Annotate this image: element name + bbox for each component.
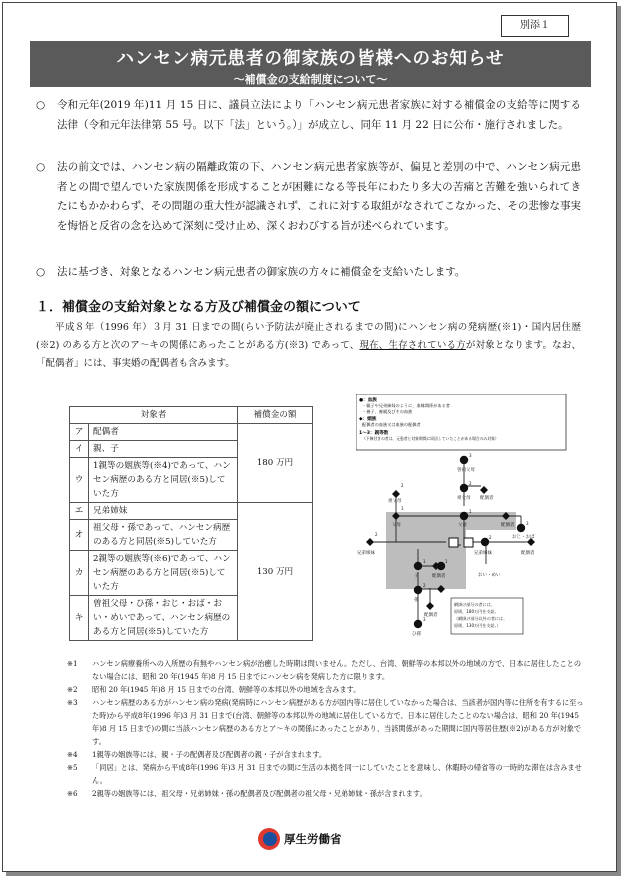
amount-180: 180 万円 — [238, 424, 313, 503]
footnote — [67, 683, 587, 696]
paragraph-3 — [36, 263, 581, 283]
amount-note-line: 網掛け部分の者には、 — [454, 602, 495, 607]
paragraph-text: 法に基づき、対象となるハンセン病元患者の御家族の方々に補償金を支給いたします。 — [57, 266, 466, 278]
node-label: 配偶者 — [480, 496, 494, 501]
svg-text:3: 3 — [526, 521, 529, 526]
paragraph-text: 令和元年(2019 年)11 月 15 日に、議員立法により「ハンセン病元患者家族に対する補償金の支給等に関する法律（令和元年法律第 55 号。以下「法」という。）」が成立し、同年 11 月 22 日に公布・施行されました。 — [57, 99, 581, 131]
row-key: オ — [70, 520, 89, 551]
table-header-subject: 対象者 — [70, 407, 238, 424]
paragraph-text: 法の前文では、ハンセン病の隔離政策の下、ハンセン病元患者家族等が、偏見と差別の中で、ハンセン病元患者との間で望んでいた家族関係を形成することが困難になる等長年にわたり多大の苦痛と苦難を強いられてきたにもかかわらず、その問題の重大性が認識されず、これに対する取組がなされてこなかった、その悲惨な事実を悔悟と反省の念を込めて深刻に受け止め、深くおわびする旨が述べられています。 — [57, 161, 581, 232]
attachment-tag: 別添１ — [501, 15, 569, 37]
svg-text:2: 2 — [375, 532, 378, 537]
row-key: キ — [70, 596, 89, 641]
legend-line: ◆：姻族 — [359, 417, 377, 422]
node-label: 父母 — [392, 523, 401, 528]
paragraph-1 — [36, 96, 581, 135]
footnote-text: 1親等の姻族等には、親・子の配偶者及び配偶者の親・子が含まれます。 — [92, 750, 327, 759]
intro-text: 平成８年（1996 年）３月 31 日までの間(らい予防法が廃止されるまでの間)にハンセン病の発病歴(※1)・国内居住歴(※2) のある方と次のア～キの関係にあったことがある方(※3) であって、 — [36, 322, 581, 351]
svg-text:2: 2 — [469, 481, 472, 486]
spouse-node — [464, 538, 473, 547]
paragraph-2 — [36, 158, 581, 236]
row-subject: 配偶者 — [89, 424, 238, 441]
node-label: 配偶者 — [432, 574, 446, 579]
node-label: 曽祖父母 — [457, 468, 475, 473]
footnote-mark: ※4 — [67, 750, 78, 759]
footnote-text: 2親等の姻族等には、祖父母・兄弟姉妹・孫の配偶者及び配偶者の祖父母・兄弟姉妹・孫が含まれます。 — [92, 789, 427, 798]
mhlw-logo-icon — [258, 828, 280, 850]
footnote — [67, 696, 587, 748]
svg-text:3: 3 — [469, 453, 472, 458]
footnote-text: 「同居」とは、発病から平成8年(1996 年)3 月 31 日までの間に生活の本拠を同一にしていたことを意味し、休暇時の帰省等の一時的な滞在は含みません。 — [92, 763, 582, 785]
row-key: イ — [70, 441, 89, 458]
row-key: ウ — [70, 458, 89, 503]
intro-paragraph — [36, 319, 581, 373]
table-row — [70, 503, 313, 520]
footnote — [67, 748, 587, 761]
node-label: 配偶者 — [501, 523, 515, 528]
svg-text:2: 2 — [423, 583, 426, 588]
row-subject: 祖父母・孫であって、ハンセン病歴のある方と同居(※5)していた方 — [89, 520, 238, 551]
intro-underlined-text: 現在、生存されている方 — [359, 340, 466, 351]
node-label: おじ・おば — [512, 535, 535, 540]
footnote-text: ハンセン病療養所への入所歴の有無やハンセン病が治癒した時期は問いません。ただし、台湾、朝鮮等の本邦以外の地域の方で、日本に居住したことのない場合には、昭和 20 年(1945 年)8 月 15 日までにハンセン病を発病した方に限ります。 — [92, 659, 582, 681]
footnote — [67, 761, 587, 787]
svg-text:1: 1 — [401, 506, 404, 511]
node-label: 祖父母 — [457, 496, 471, 501]
page-subtitle: ～補償金の支給制度について～ — [233, 73, 388, 86]
footnote-mark: ※5 — [67, 763, 78, 772]
svg-text:1: 1 — [423, 559, 426, 564]
family-relationship-diagram — [356, 394, 576, 652]
compensation-table — [69, 406, 313, 641]
ministry-name: 厚生労働省 — [284, 832, 342, 846]
row-subject: 親、子 — [89, 441, 238, 458]
svg-text:2: 2 — [489, 535, 492, 540]
bullet-mark: ○ — [36, 99, 46, 111]
footnote-mark: ※3 — [67, 698, 78, 707]
table-header-amount: 補償金の額 — [238, 407, 313, 424]
footnote-mark: ※6 — [67, 789, 78, 798]
row-key: エ — [70, 503, 89, 520]
svg-text:1: 1 — [445, 559, 448, 564]
footnotes — [67, 657, 587, 800]
node-label: 配偶者 — [521, 551, 535, 556]
footnote — [67, 657, 587, 683]
footnote-mark: ※1 — [67, 659, 78, 668]
node-label: 子 — [414, 574, 419, 579]
title-banner — [30, 41, 591, 87]
node-label: 兄弟姉妹 — [474, 551, 492, 556]
node-label: 父母 — [458, 523, 467, 528]
node-label: ひ孫 — [412, 632, 421, 637]
node-label: 祖父母 — [388, 499, 402, 504]
footnote — [67, 787, 587, 800]
patient-node — [449, 538, 458, 547]
row-subject: 曽祖父母・ひ孫・おじ・おば・おい・めいであって、ハンセン病歴のある方と同居(※5)していた方 — [89, 596, 238, 641]
node-label: 孫 — [414, 598, 419, 603]
node-label: 配偶者 — [424, 613, 438, 618]
legend-line: 配偶者の血族又は血族の配偶者 — [362, 422, 421, 427]
table-header-row — [70, 407, 313, 424]
amount-note-line: 原則、180万円を支給。 — [454, 609, 499, 614]
node-label: 兄弟姉妹 — [357, 551, 375, 556]
legend-line: 1～3：親等数 — [359, 431, 389, 436]
intro-text: が対象となります。なお、「配偶者」には、事実婚の配偶者も含みます。 — [36, 340, 581, 369]
svg-text:1: 1 — [469, 509, 472, 514]
footnote-mark: ※2 — [67, 685, 78, 694]
footnote-text: 昭和 20 年(1945 年)8 月 15 日までの台湾、朝鮮等の本邦以外の地域を含みます。 — [92, 685, 361, 694]
section-heading: １．補償金の支給対象となる方及び補償金の額について — [36, 300, 361, 315]
row-key: カ — [70, 551, 89, 596]
row-subject: 2親等の姻族等(※6)であって、ハンセン病歴のある方と同居(※5)していた方 — [89, 551, 238, 596]
ministry-logo — [258, 828, 342, 850]
page-title: ハンセン病元患者の御家族の皆様へのお知らせ — [116, 49, 505, 69]
amount-note-line: （網掛け部分以外の者には、 — [454, 616, 508, 621]
row-subject: 兄弟姉妹 — [89, 503, 238, 520]
amount-note-line: 原則、130万円を支給。） — [454, 623, 501, 628]
legend-line: ・養子、養親及びその血族 — [362, 409, 413, 414]
bullet-mark: ○ — [36, 266, 46, 278]
amount-130: 130 万円 — [238, 503, 313, 641]
row-key: ア — [70, 424, 89, 441]
node-label: おい・めい — [478, 573, 501, 578]
table-row — [70, 424, 313, 441]
legend-line: （下線付きの者は、元患者と対象期間に同居していたことがある場合のみ対象） — [362, 436, 499, 441]
bullet-mark: ○ — [36, 161, 46, 173]
legend-line: ・親子や兄弟姉妹のように、血縁関係がある者 — [362, 403, 450, 408]
footnote-text: ハンセン病歴のある方がハンセン病の発病(発病時にハンセン病歴がある方が国内等に居住していなかった場合は、当該者が国内等に住所を有するに至った時)から平成8年(1996 年)3 月 31 日まで(台湾、朝鮮等の本邦以外の地域に居住している方で、日本に居住したことのない場合は、昭和 20 年(1945 年)8 月 15 日まで)の間に当該ハンセン病歴のある方とア～キの関係にあったことがあり、当該関係があった期間に国内等居住歴(※2)がある方が対象です。 — [92, 698, 584, 746]
svg-text:3: 3 — [423, 617, 426, 622]
legend-line: ●：血族 — [359, 398, 377, 403]
svg-text:2: 2 — [401, 483, 404, 488]
row-subject: 1親等の姻族等(※4)であって、ハンセン病歴のある方と同居(※5)していた方 — [89, 458, 238, 503]
